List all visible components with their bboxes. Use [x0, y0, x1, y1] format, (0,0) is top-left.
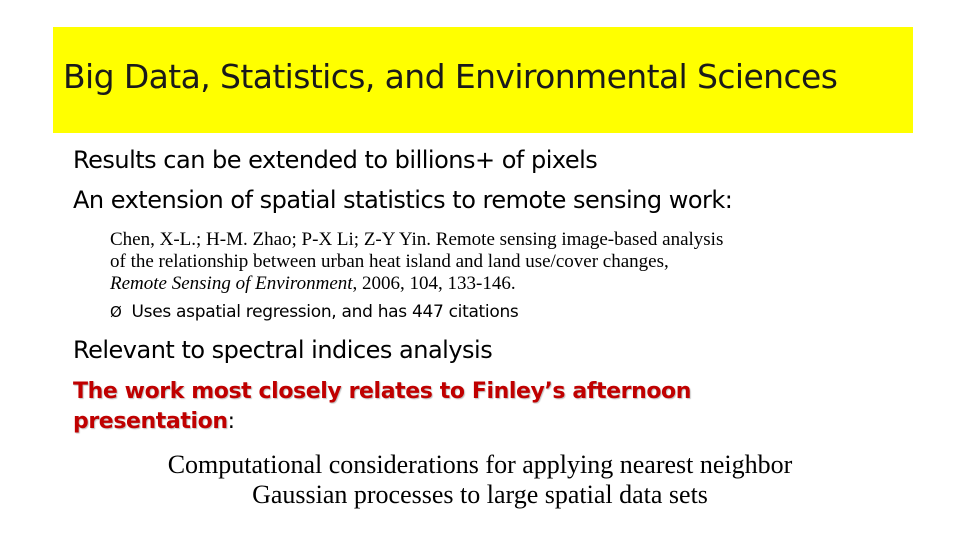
- highlight-line-2: [73, 407, 691, 437]
- citation-details: , 2006, 104, 133-146.: [352, 273, 516, 294]
- talk-title-line-2: Gaussian processes to large spatial data sets: [252, 480, 708, 509]
- citation-journal: Remote Sensing of Environment: [110, 273, 353, 294]
- highlight-line-1: The work most closely relates to Finley’s afternoon: [73, 379, 692, 404]
- citation-line-2: of the relationship between urban heat island and land use/cover changes,: [110, 251, 669, 272]
- citation: [110, 229, 900, 295]
- talk-title: [60, 450, 900, 510]
- title-bar: [53, 27, 913, 133]
- highlight-colon: :: [227, 409, 235, 434]
- point-results: Results can be extended to billions+ of pixels: [73, 146, 598, 174]
- sub-bullet-text: Uses aspatial regression, and has 447 citations: [131, 302, 519, 322]
- slide-title: Big Data, Statistics, and Environmental Sciences: [63, 57, 838, 96]
- highlight-statement: [73, 377, 691, 437]
- point-relevant: Relevant to spectral indices analysis: [73, 336, 493, 364]
- citation-line-1: Chen, X-L.; H-M. Zhao; P-X Li; Z-Y Yin. Remote sensing image-based analysis: [110, 229, 724, 250]
- talk-title-line-1: Computational considerations for applying nearest neighbor: [167, 450, 793, 479]
- sub-bullet: [110, 302, 518, 322]
- highlight-presentation: presentation: [73, 409, 228, 434]
- arrow-bullet-icon: Ø: [110, 303, 122, 321]
- citation-line-3: [110, 273, 900, 295]
- point-extension: An extension of spatial statistics to remote sensing work:: [73, 186, 733, 214]
